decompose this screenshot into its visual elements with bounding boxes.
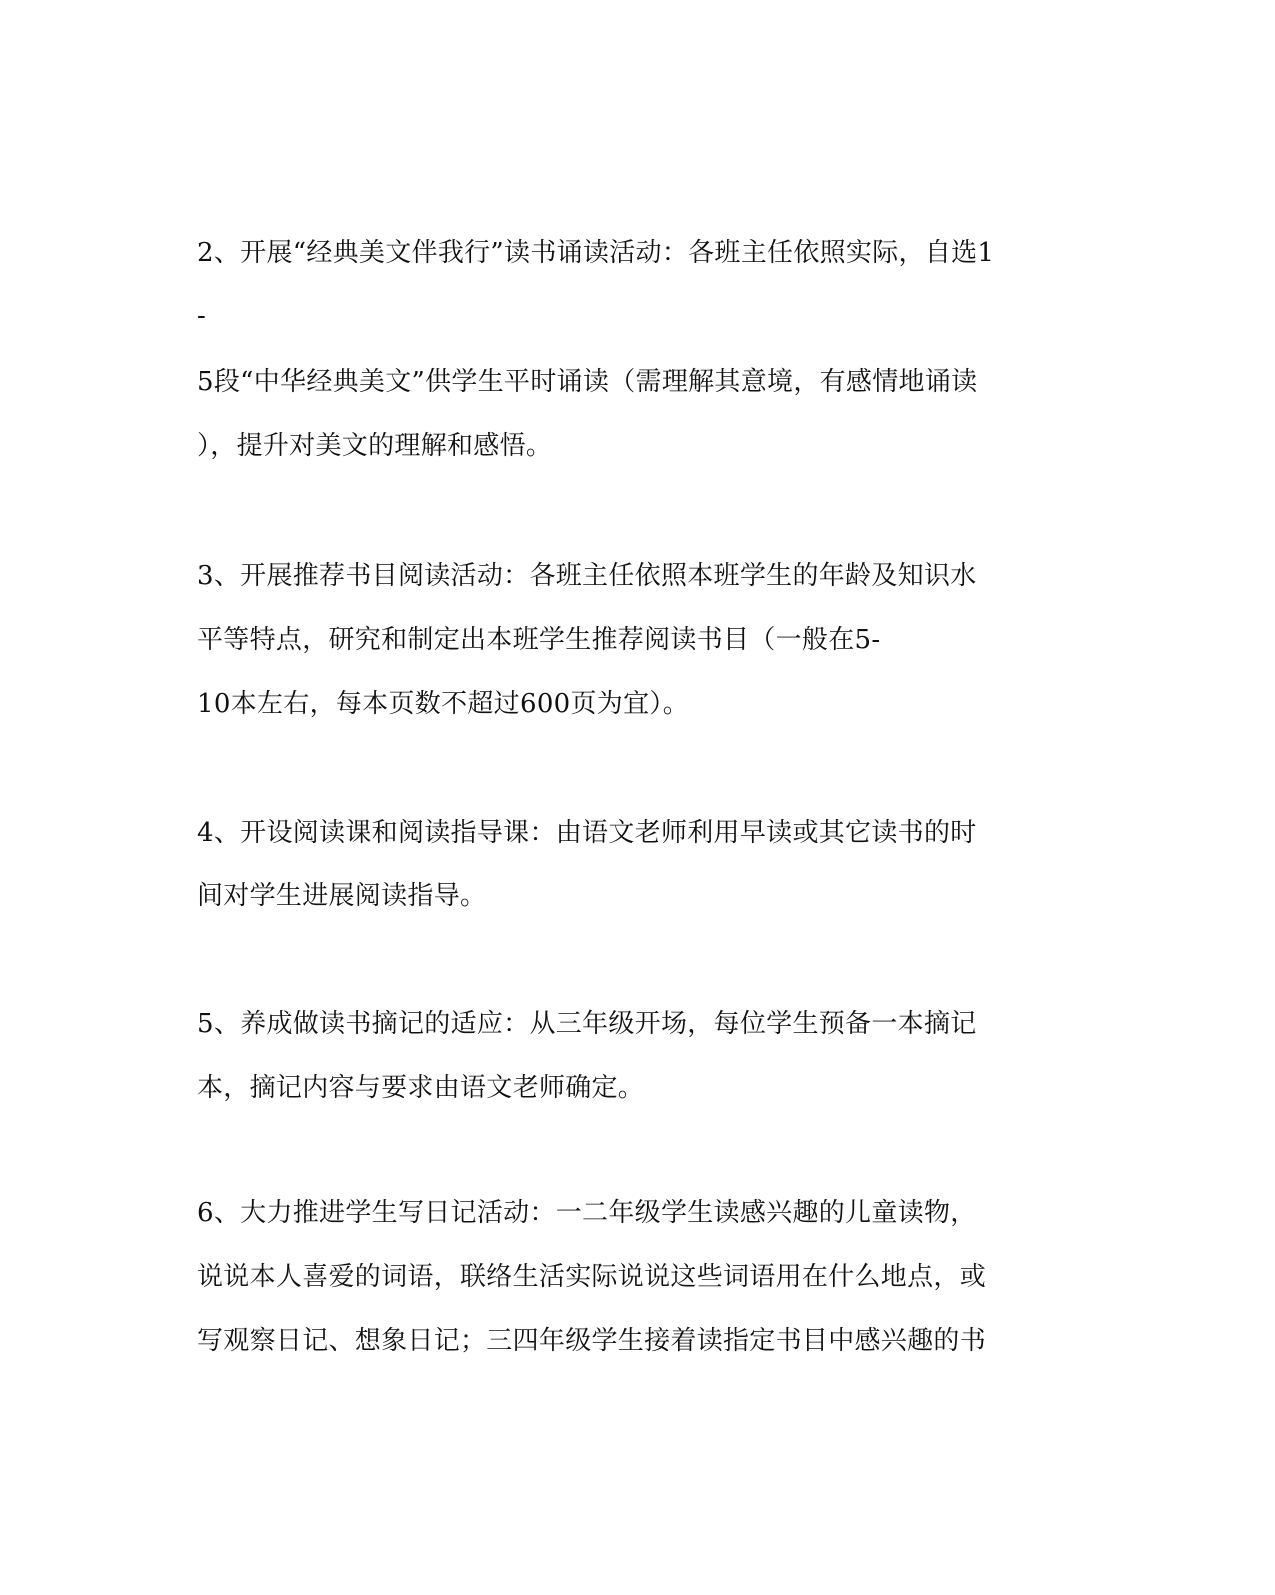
item-6-line-2: 说说本人喜爱的词语，联络生活实际说说这些词语用在什么地点，或: [197, 1262, 987, 1292]
item-5-line-1: 5、养成做读书摘记的适应：从三年级开场，每位学生预备一本摘记: [197, 1009, 977, 1039]
item-2-line-1: 2、开展“经典美文伴我行”读书诵读活动：各班主任依照实际，自选1: [197, 238, 995, 268]
item-3-line-2: 平等特点，研究和制定出本班学生推荐阅读书目（一般在5-: [197, 625, 881, 655]
item-3-line-1: 3、开展推荐书目阅读活动：各班主任依照本班学生的年龄及知识水: [197, 561, 977, 591]
item-6-line-3: 写观察日记、想象日记；三四年级学生接着读指定书目中感兴趣的书: [197, 1326, 987, 1356]
item-4-line-2: 间对学生进展阅读指导。: [197, 881, 487, 911]
item-5-line-2: 本，摘记内容与要求由语文老师确定。: [197, 1073, 645, 1103]
item-3-line-3: 10本左右，每本页数不超过600页为宜）。: [197, 689, 690, 719]
item-4-line-1: 4、开设阅读课和阅读指导课：由语文老师利用早读或其它读书的时: [197, 818, 977, 848]
item-2-line-2: -: [197, 301, 207, 331]
item-6-line-1: 6、大力推进学生写日记活动：一二年级学生读感兴趣的儿童读物，: [197, 1198, 977, 1228]
item-2-line-3: 5段“中华经典美文”供学生平时诵读（需理解其意境，有感情地诵读: [197, 367, 978, 397]
item-2-line-4: ），提升对美文的理解和感悟。: [197, 431, 553, 461]
